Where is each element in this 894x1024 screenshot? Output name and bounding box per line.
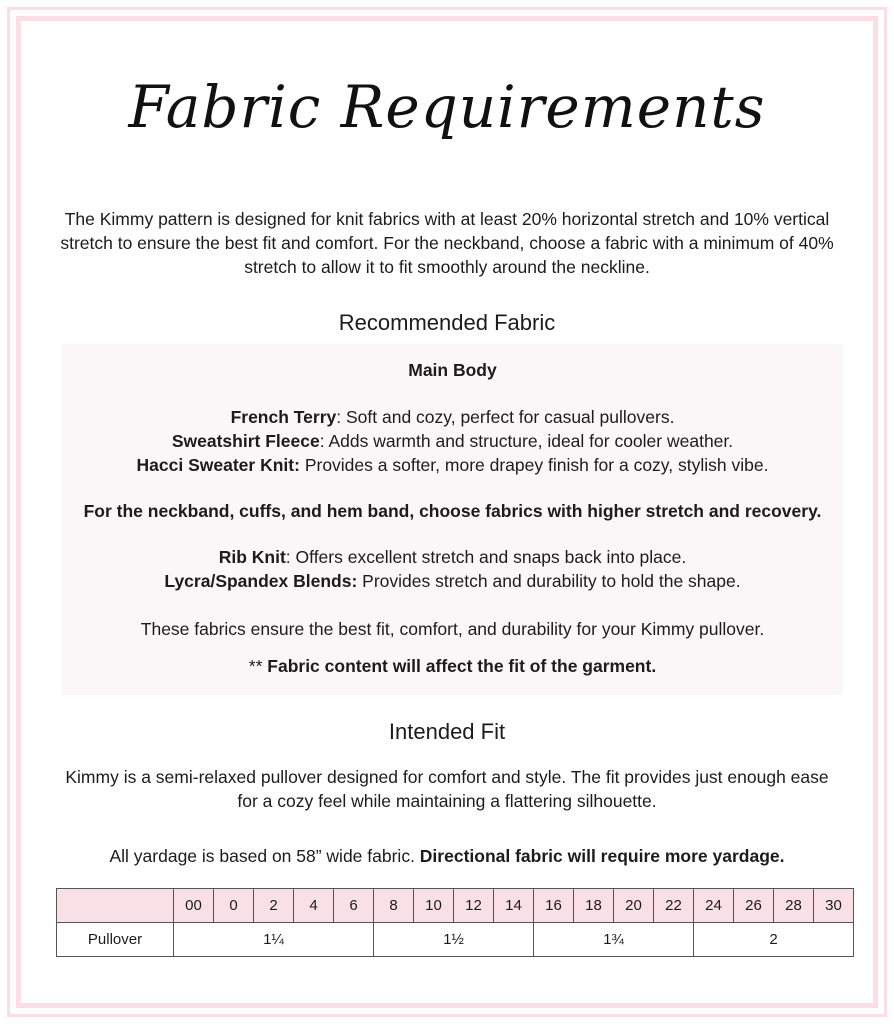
size-cell: 00 xyxy=(174,889,214,923)
fabric-summary: These fabrics ensure the best fit, comfort, and durability for your Kimmy pullover. xyxy=(140,619,765,639)
intended-fit-heading: Intended Fit xyxy=(388,719,506,744)
size-cell: 0 xyxy=(214,889,254,923)
size-cell: 30 xyxy=(814,889,854,923)
intro-paragraph: The Kimmy pattern is designed for knit fabrics with at least 20% horizontal stretch and 10% vertical stretch to ensure the best fit and comfort. For the neckband, choose a fabric with a minimum of 40% stretch to allow it to fit smoothly around the neckline. xyxy=(60,209,834,277)
size-cell: 12 xyxy=(454,889,494,923)
size-cell: 16 xyxy=(534,889,574,923)
size-cell: 24 xyxy=(694,889,734,923)
size-cell: 2 xyxy=(254,889,294,923)
fabric-separator: : xyxy=(285,547,296,567)
size-cell: 28 xyxy=(774,889,814,923)
yardage-cell: 1¾ xyxy=(534,923,694,957)
fabric-name: Rib Knit xyxy=(218,547,286,567)
band-note: For the neckband, cuffs, and hem band, choose fabrics with higher stretch and recovery. xyxy=(83,501,822,521)
page-title: Fabric Requirements xyxy=(128,73,766,141)
fabric-item xyxy=(62,545,843,569)
recommended-fabric-heading: Recommended Fabric xyxy=(338,310,556,335)
fabric-name: French Terry xyxy=(230,407,337,427)
size-cell: 14 xyxy=(494,889,534,923)
fabric-warning xyxy=(62,654,843,678)
fabric-item xyxy=(62,405,843,429)
fabric-item xyxy=(62,429,843,453)
yardage-cell: 2 xyxy=(694,923,854,957)
size-cell: 18 xyxy=(574,889,614,923)
yardage-table xyxy=(56,888,854,957)
size-cell: 8 xyxy=(374,889,414,923)
pullover-row xyxy=(57,923,854,957)
fabric-separator: : xyxy=(319,431,329,451)
yardage-cell: 1¼ xyxy=(174,923,374,957)
fabric-name: Hacci Sweater Knit: xyxy=(136,455,300,475)
yardage-note-plain: All yardage is based on 58” wide fabric. xyxy=(109,846,420,866)
fabric-item xyxy=(62,453,843,477)
main-body-heading: Main Body xyxy=(408,360,497,380)
recommended-fabric-box xyxy=(62,344,843,695)
size-cell: 20 xyxy=(614,889,654,923)
size-cell: 26 xyxy=(734,889,774,923)
intended-fit-text: Kimmy is a semi-relaxed pullover designed for comfort and style. The fit provides just enough ease for a cozy feel while maintaining a flattering silhouette. xyxy=(65,767,829,811)
warning-text: Fabric content will affect the fit of the garment. xyxy=(267,656,657,676)
yardage-cell: 1½ xyxy=(374,923,534,957)
yardage-note xyxy=(0,844,894,868)
size-header-row xyxy=(57,889,854,923)
fabric-description: Provides a softer, more drapey finish for a cozy, stylish vibe. xyxy=(304,455,769,475)
fabric-description: Adds warmth and structure, ideal for cooler weather. xyxy=(328,431,734,451)
fabric-name: Lycra/Spandex Blends: xyxy=(164,571,358,591)
fabric-description: Provides stretch and durability to hold the shape. xyxy=(362,571,741,591)
row-label: Pullover xyxy=(57,923,174,957)
corner-cell xyxy=(57,889,174,923)
size-cell: 22 xyxy=(654,889,694,923)
warning-prefix: ** xyxy=(248,656,268,676)
size-cell: 10 xyxy=(414,889,454,923)
fabric-name: Sweatshirt Fleece xyxy=(171,431,320,451)
fabric-item xyxy=(62,569,843,593)
yardage-note-bold: Directional fabric will require more yardage. xyxy=(419,846,785,866)
fabric-description: Soft and cozy, perfect for casual pullovers. xyxy=(345,407,675,427)
fabric-separator: : xyxy=(336,407,346,427)
size-cell: 4 xyxy=(294,889,334,923)
fabric-description: Offers excellent stretch and snaps back into place. xyxy=(295,547,687,567)
size-cell: 6 xyxy=(334,889,374,923)
